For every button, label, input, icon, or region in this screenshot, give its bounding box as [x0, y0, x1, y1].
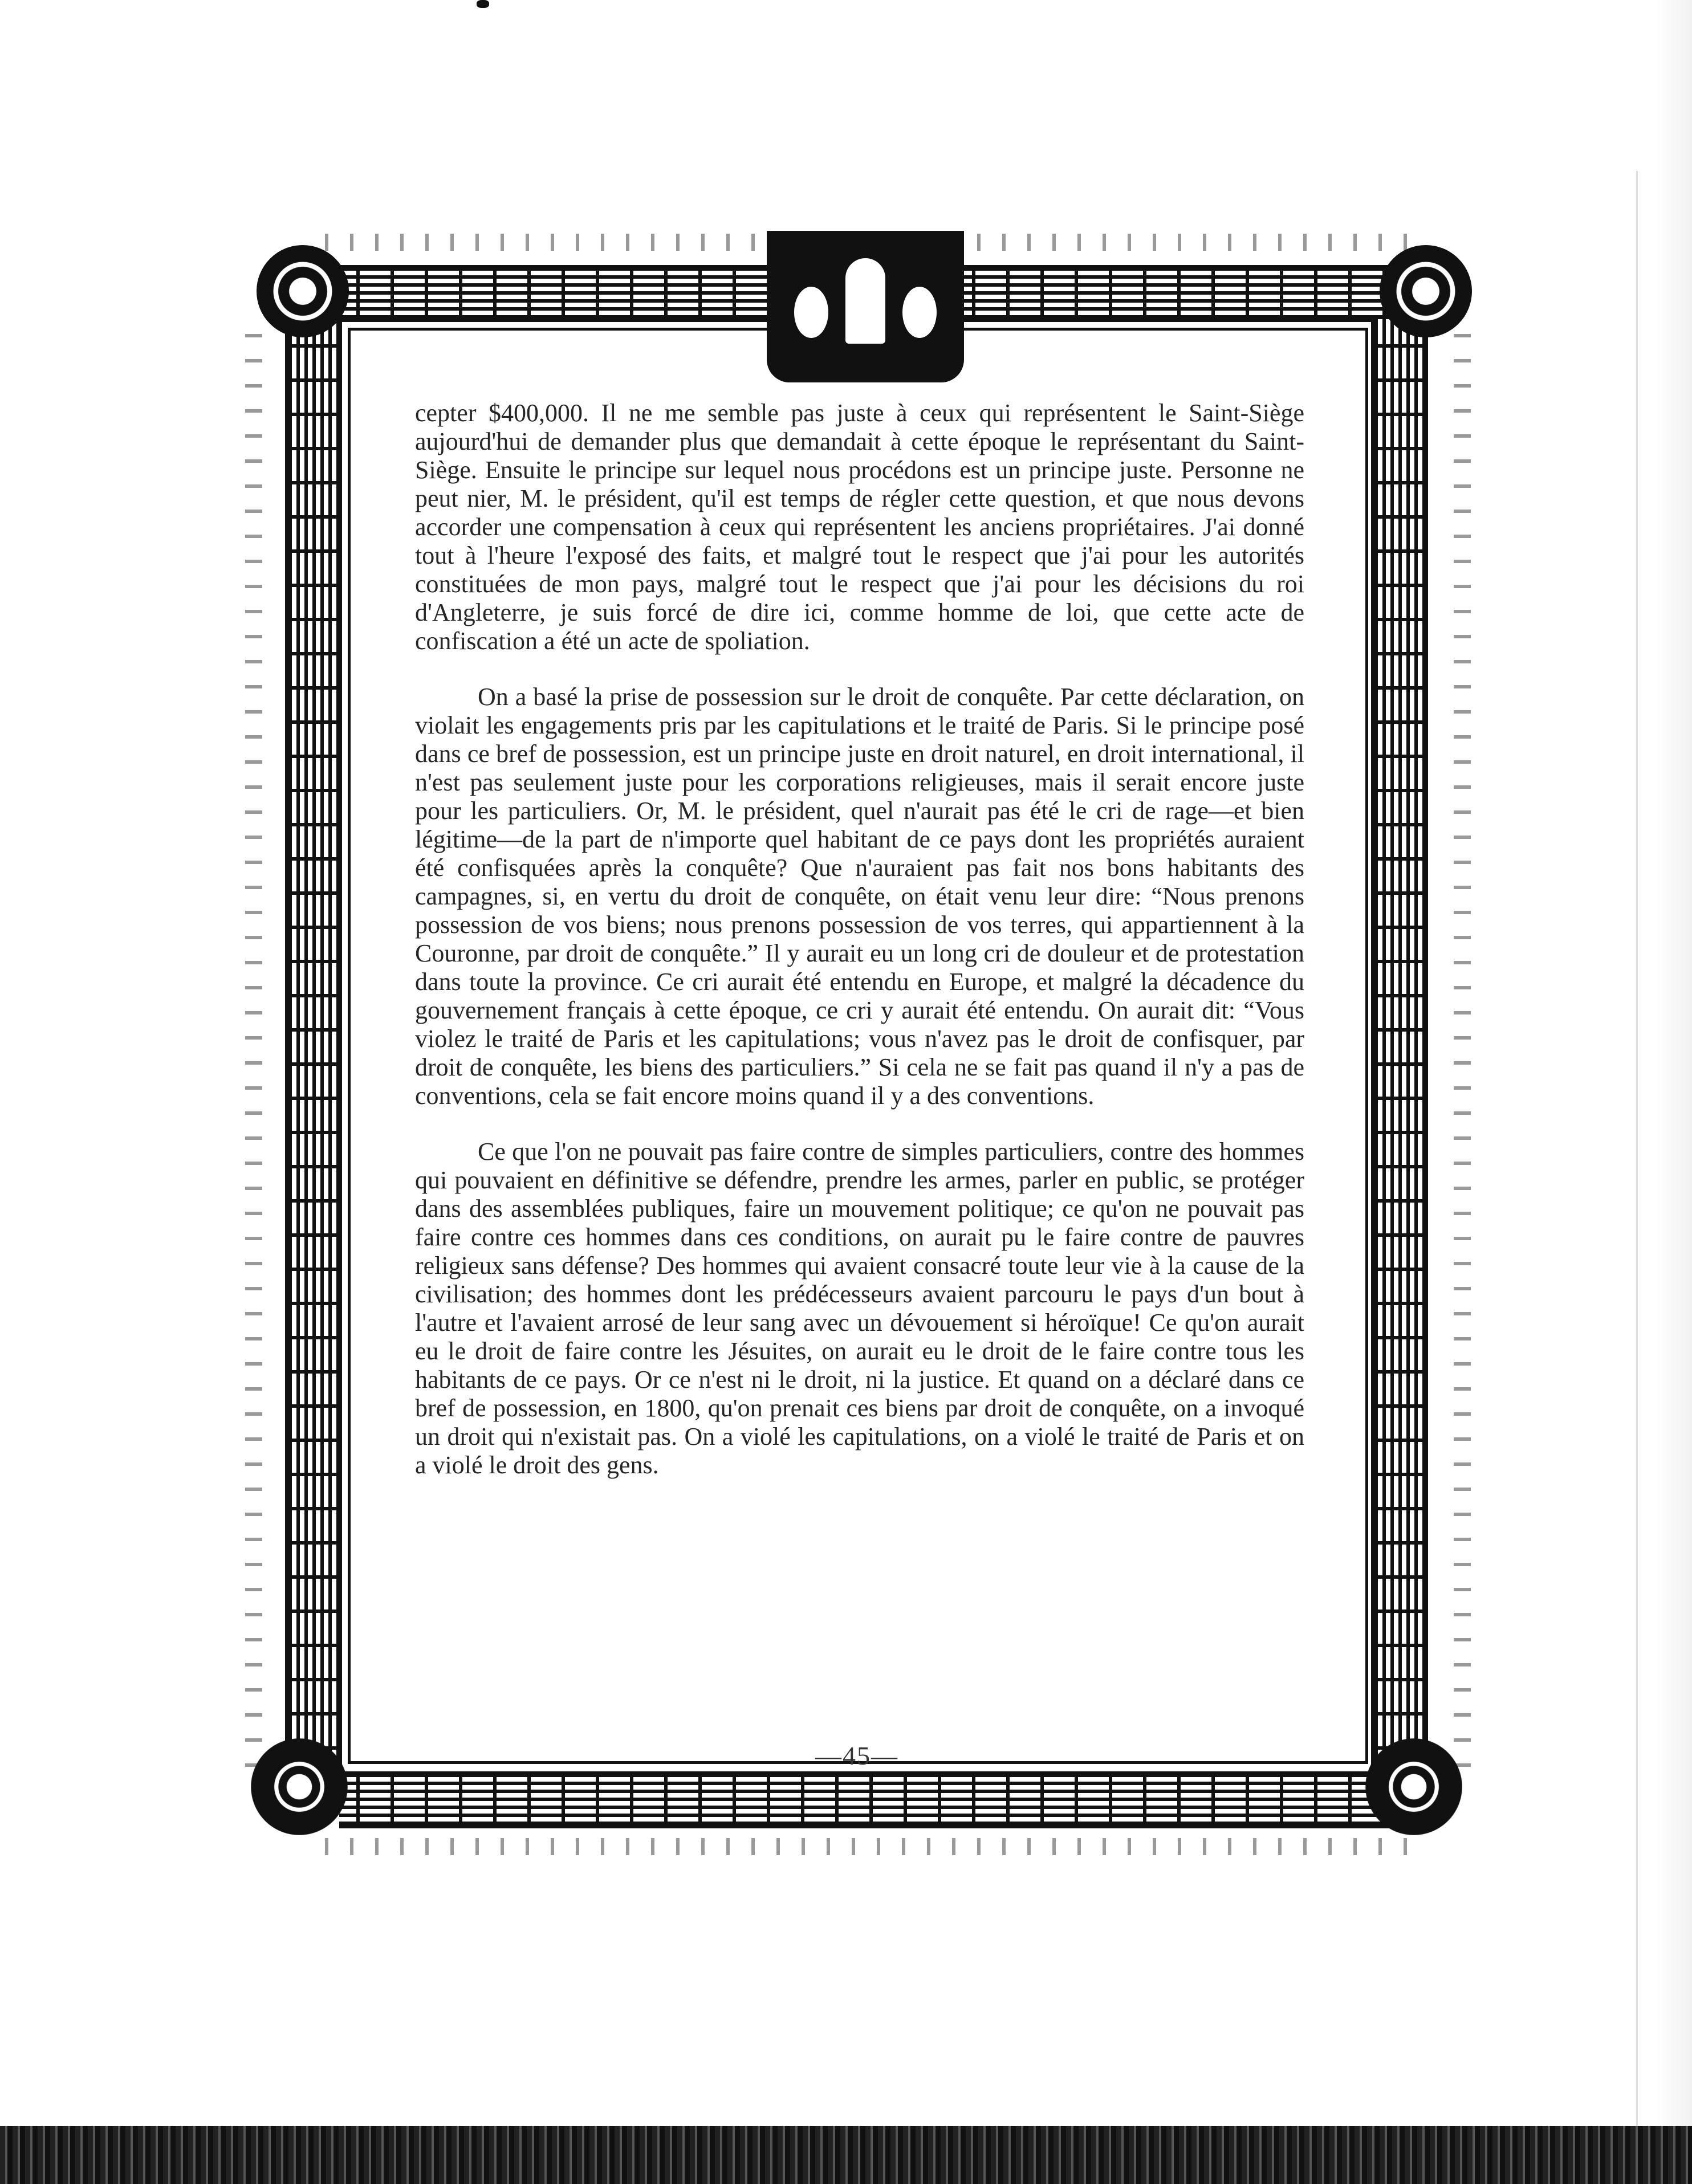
frame-dot-border-bottom [325, 1838, 1408, 1855]
ink-speck [477, 0, 489, 8]
page-edge-shade [1656, 0, 1692, 2126]
scan-bottom-edge [0, 2126, 1692, 2184]
page-number: —45— [815, 1741, 898, 1770]
corner-ornament-bottom-left-icon [251, 1738, 348, 1835]
corner-medallion-top-left-icon [257, 245, 349, 337]
frame-band-right [1371, 319, 1428, 1767]
cherub-left-icon [794, 287, 828, 338]
corner-medallion-top-right-icon [1380, 245, 1472, 337]
body-text [415, 399, 1304, 1507]
frame-dot-border-right [1454, 331, 1471, 1767]
paragraph-3: Ce que l'on ne pouvait pas faire contre de simples particuliers, contre des hommes qui pouvaient en définitive se défendre, prendre les armes, parler en public, se protéger dans des assemblées publiques, faire un mouvement politique; ce qu'on ne pouvait pas faire contre ces hommes dans ces conditions, on aurait pu le faire contre de pauvres religieux sans défense? Des hommes qui avaient consacré toute leur vie à la cause de la civilisation; des hommes dont les prédécesseurs avaient parcouru le pays d'un bout à l'autre et l'avaient arrosé de leur sang avec un dévouement si héroïque! Ce qu'on aurait eu le droit de faire contre les Jésuites, on aurait eu le droit de le faire contre tous les habitants de ce pays. Or ce n'est ni le droit, ni la justice. Et quand on a déclaré dans ce bref de possession, en 1800, qu'on prenait ces biens par droit de conquête, on a invoqué un droit qui n'existait pas. On a violé les capitulations, on a violé le traité de Paris et on a violé le droit des gens. [415, 1138, 1304, 1479]
frame-band-bottom [339, 1771, 1400, 1828]
paragraph-1: cepter $400,000. Il ne me semble pas juste à ceux qui représentent le Saint-Siège aujourd'hui de demander plus que demandait à cette époque le représentant du Saint-Siège. Ensuite le principe sur lequel nous procédons est un principe juste. Personne ne peut nier, M. le président, qu'il est temps de régler cette question, et que nous devons accorder une compensation à ceux qui représentent les anciens propriétaires. J'ai donné tout à l'heure l'exposé des faits, et malgré tout le respect que j'ai pour les autorités constituées de mon pays, malgré tout le respect que j'ai pour les décisions du roi d'Angleterre, je suis forcé de dire ici, comme homme de loi, que cette acte de confiscation a été un acte de spoliation. [415, 399, 1304, 655]
cherub-right-icon [902, 287, 937, 338]
frame-dot-border-left [245, 331, 262, 1767]
center-vignette-icon [767, 231, 964, 382]
frame-band-left [285, 319, 342, 1767]
page-edge-line [1636, 171, 1638, 2126]
corner-ornament-bottom-right-icon [1365, 1738, 1462, 1835]
seated-figure-icon [845, 258, 885, 344]
paragraph-2: On a basé la prise de possession sur le droit de conquête. Par cette déclaration, on violait les engagements pris par les capitulations et le traité de Paris. Si le principe posé dans ce bref de possession, est un principe juste en droit naturel, en droit international, il n'est pas seulement juste pour les corporations religieuses, mais il serait encore juste pour les particuliers. Or, M. le président, quel n'aurait pas été le cri de rage—et bien légitime—de la part de n'importe quel habitant de ce pays dont les propriétés auraient été confisquées après la conquête? Que n'auraient pas fait nos bons habitants des campagnes, si, en vertu du droit de conquête, on était venu leur dire: “Nous prenons possession de vos biens; nous prenons possession de vos terres, qui appartiennent à la Couronne, par droit de conquête.” Il y aurait eu un long cri de douleur et de protestation dans toute la province. Ce cri aurait été entendu en Europe, et malgré la décadence du gouvernement français à cette époque, ce cri y aurait été entendu. On aurait dit: “Vous violez le traité de Paris et les capitulations; vous n'avez pas le droit de confisquer, par droit de conquête, les biens des particuliers.” Si cela ne se fait pas quand il n'y a pas de conventions, cela se fait encore moins quand il y a des conventions. [415, 683, 1304, 1110]
